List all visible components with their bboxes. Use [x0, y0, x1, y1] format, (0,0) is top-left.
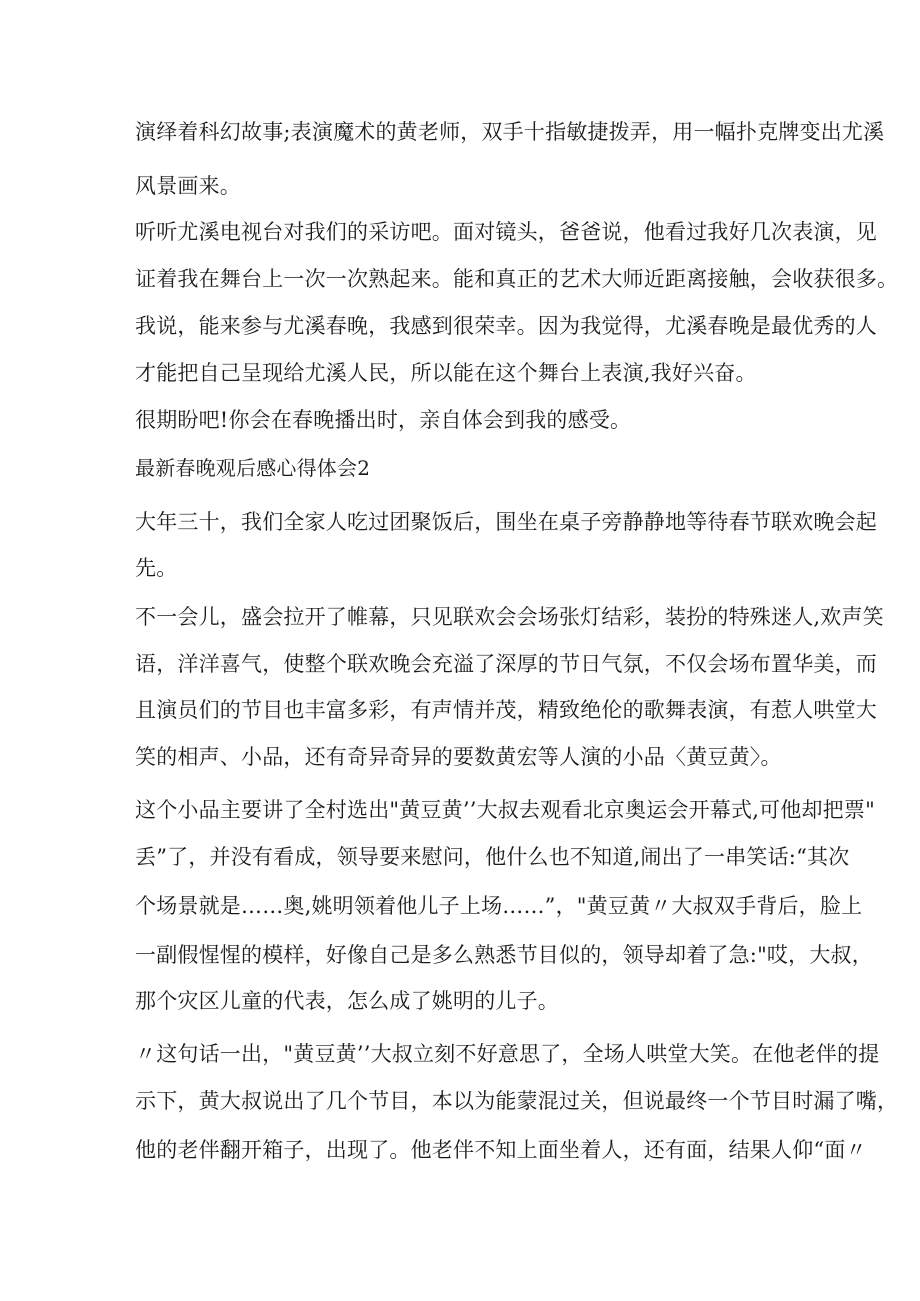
text-line: 演绎着科幻故事;表演魔术的黄老师，双手十指敏捷拨弄，用一幅扑克牌变出尤溪: [135, 120, 885, 144]
text-line: 那个灾区儿童的代表，怎么成了姚明的儿子。: [135, 989, 559, 1013]
text-line: 听听尤溪电视台对我们的采访吧。面对镜头，爸爸说，他看过我好几次表演，见: [135, 220, 877, 244]
text-line: 风景画来。: [135, 174, 241, 198]
text-line: 丢”了，并没有看成，领导要来慰问，他什么也不知道,闹出了一串笑话:“其次: [135, 845, 850, 869]
text-line: 不一会儿，盛会拉开了帷幕，只见联欢会会场张灯结彩，装扮的特殊迷人,欢声笑: [135, 605, 884, 629]
text-line: 个场景就是……奥,姚明领着他儿子上场……”，"黄豆黄〃大叔双手背后，脸上: [135, 894, 863, 918]
text-line: 示下，黄大叔说出了几个节目，本以为能蒙混过关，但说最终一个节目时漏了嘴，: [135, 1089, 899, 1113]
text-line: 一副假惺惺的模样，好像自己是多么熟悉节目似的，领导却着了急:"哎，大叔，: [135, 943, 873, 967]
text-line: 大年三十，我们全家人吃过团聚饭后，围坐在桌子旁静静地等待春节联欢晚会起: [135, 510, 877, 534]
text-line: 先。: [135, 556, 178, 580]
text-line: 且演员们的节目也丰富多彩，有声情并茂，精致绝伦的歌舞表演，有惹人哄堂大: [135, 698, 877, 722]
text-line: 这个小品主要讲了全村选出"黄豆黄’’大叔去观看北京奥运会开幕式,可他却把票": [135, 798, 875, 822]
text-line: 我说，能来参与尤溪春晚，我感到很荣幸。因为我觉得，尤溪春晚是最优秀的人: [135, 314, 877, 338]
text-line: 才能把自己呈现给尤溪人民，所以能在这个舞台上表演,我好兴奋。: [135, 361, 757, 385]
text-line: 他的老伴翻开箱子，出现了。他老伴不知上面坐着人，还有面，结果人仰“面〃: [135, 1138, 867, 1162]
section-heading: 最新春晚观后感心得体会2: [135, 456, 371, 480]
text-line: 〃这句话一出，"黄豆黄’’大叔立刻不好意思了，全场人哄堂大笑。在他老伴的提: [135, 1042, 880, 1066]
text-line: 很期盼吧!你会在春晚播出时，亲自体会到我的感受。: [135, 408, 632, 432]
text-line: 语，洋洋喜气，使整个联欢晚会充溢了深厚的节日气氛，不仅会场布置华美，而: [135, 652, 877, 676]
text-line: 笑的相声、小品，还有奇异奇异的要数黄宏等人演的小品〈黄豆黄〉。: [135, 745, 782, 769]
text-line: 证着我在舞台上一次一次熟起来。能和真正的艺术大师近距离接触，会收获很多。: [135, 267, 899, 291]
